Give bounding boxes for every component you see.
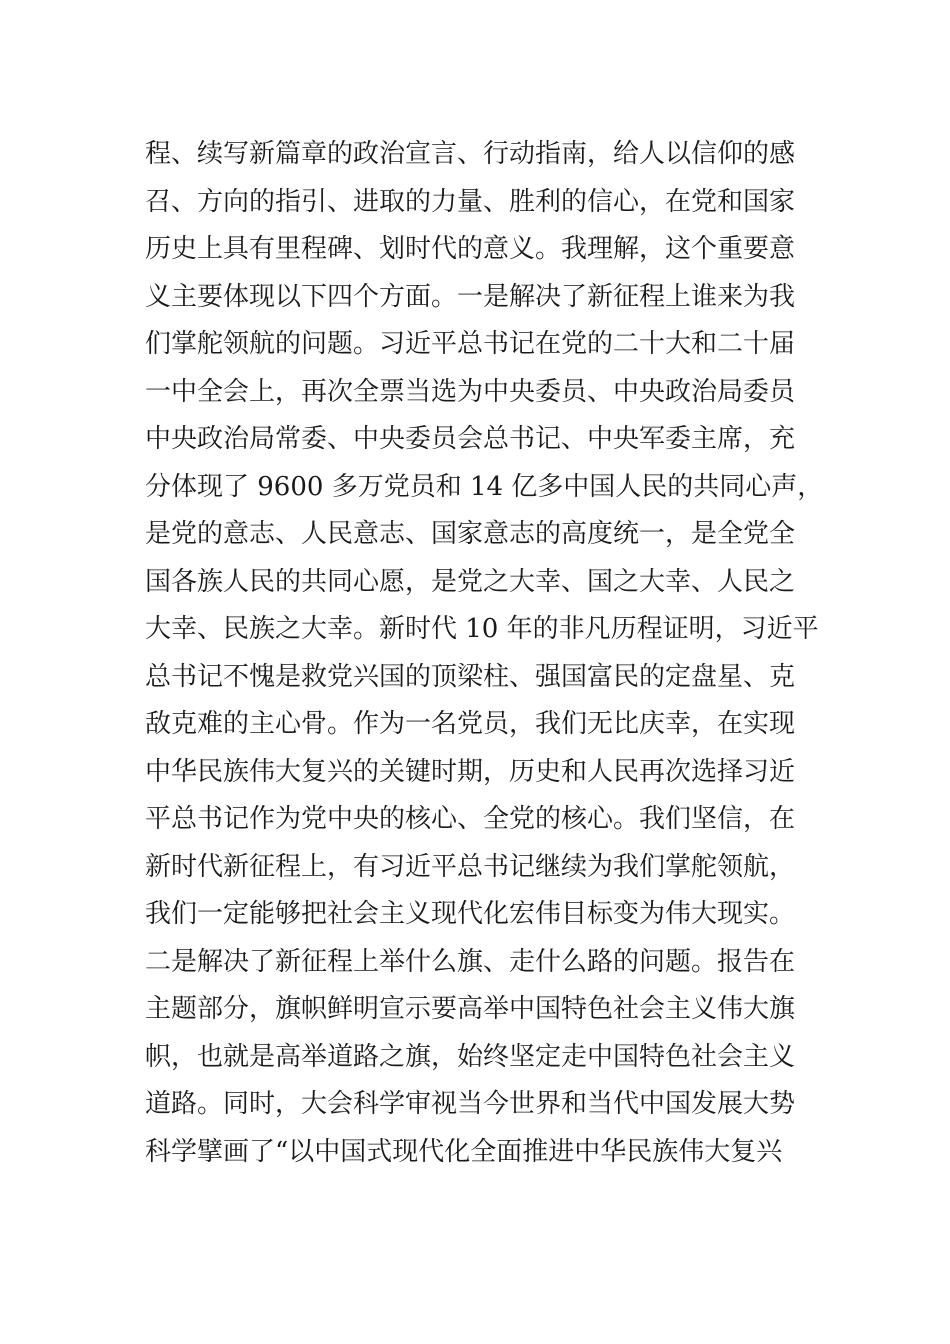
- text-line: 主题部分，旗帜鲜明宣示要高举中国特色社会主义伟大旗: [145, 994, 796, 1024]
- body-text: [145, 131, 825, 1176]
- text-line: 道路。同时，大会科学审视当今世界和当代中国发展大势: [145, 1089, 796, 1119]
- text-line: 义主要体现以下四个方面。一是解决了新征程上谁来为我: [145, 281, 796, 312]
- text-line: 国各族人民的共同心愿，是党之大幸、国之大幸、人民之: [145, 566, 796, 597]
- text-line: 是党的意志、人民意志、国家意志的高度统一，是全党全: [145, 519, 796, 549]
- text-line: 大幸、民族之大幸。新时代 10 年的非凡历程证明，习近平: [145, 614, 819, 644]
- text-line: 平总书记作为党中央的核心、全党的核心。我们坚信，在: [145, 804, 796, 834]
- text-line: 分体现了 9600 多万党员和 14 亿多中国人民的共同心声，: [145, 471, 824, 502]
- text-line: 程、续写新篇章的政治宣言、行动指南，给人以信仰的感: [145, 139, 796, 169]
- text-line: 召、方向的指引、进取的力量、胜利的信心，在党和国家: [145, 186, 796, 217]
- text-line: 一中全会上，再次全票当选为中央委员、中央政治局委员: [145, 376, 796, 407]
- text-line: 历史上具有里程碑、划时代的意义。我理解，这个重要意: [145, 234, 796, 264]
- text-line: 总书记不愧是救党兴国的顶梁柱、强国富民的定盘星、克: [145, 661, 796, 692]
- text-line: 我们一定能够把社会主义现代化宏伟目标变为伟大现实。: [145, 899, 796, 929]
- text-line: 新时代新征程上，有习近平总书记继续为我们掌舵领航，: [145, 851, 796, 882]
- text-line: 科学擘画了“以中国式现代化全面推进中华民族伟大复兴: [145, 1136, 783, 1167]
- text-line: 帜，也就是高举道路之旗，始终坚定走中国特色社会主义: [145, 1041, 796, 1072]
- text-line: 敌克难的主心骨。作为一名党员，我们无比庆幸，在实现: [145, 709, 796, 739]
- text-line: 们掌舵领航的问题。习近平总书记在党的二十大和二十届: [145, 329, 796, 359]
- text-line: 二是解决了新征程上举什么旗、走什么路的问题。报告在: [145, 946, 796, 977]
- text-line: 中华民族伟大复兴的关键时期，历史和人民再次选择习近: [145, 756, 796, 787]
- text-line: 中央政治局常委、中央委员会总书记、中央军委主席，充: [145, 424, 796, 454]
